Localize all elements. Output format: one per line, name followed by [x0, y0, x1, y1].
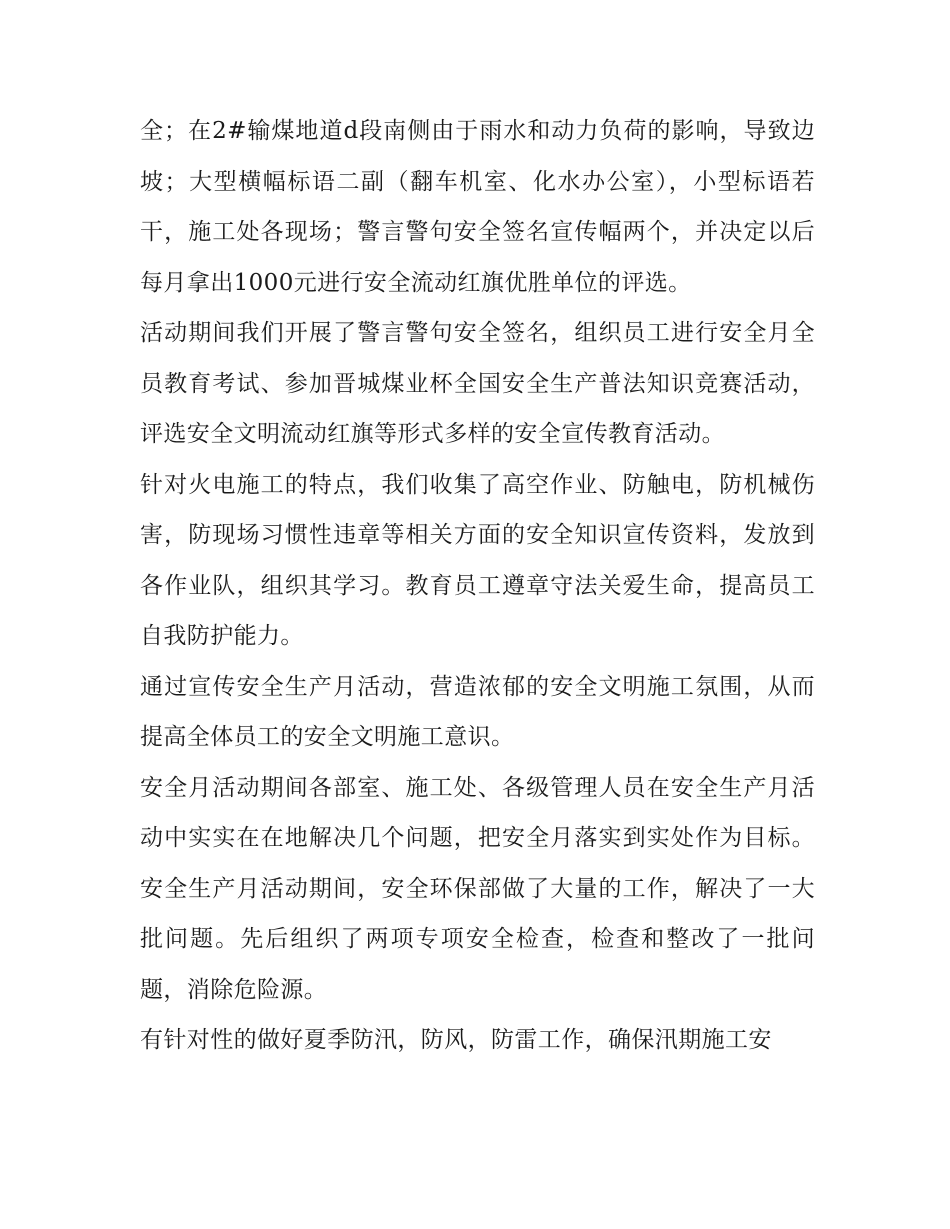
paragraph-6: 有针对性的做好夏季防汛，防风，防雷工作，确保汛期施工安 [140, 1027, 772, 1053]
paragraph-3: 针对火电施工的特点，我们收集了高空作业、防触电，防机械伤害，防现场习惯性违章等相关方面的安全知识宣传资料，发放到各作业队，组织其学习。教育员工遵章守法关爱生命，提高员工自我防护能力。 [140, 471, 815, 649]
paragraph-4: 通过宣传安全生产月活动，营造浓郁的安全文明施工氛围，从而提高全体员工的安全文明施工意识。 [140, 673, 815, 750]
paragraph-2: 活动期间我们开展了警言警句安全签名，组织员工进行安全月全员教育考试、参加晋城煤业杯全国安全生产普法知识竞赛活动，评选安全文明流动红旗等形式多样的安全宣传教育活动。 [140, 320, 815, 447]
paragraph-1: 全；在2#输煤地道d段南侧由于雨水和动力负荷的影响，导致边坡；大型横幅标语二副（翻车机室、化水办公室），小型标语若干，施工处各现场；警言警句安全签名宣传幅两个，并决定以后每月拿出1000元进行安全流动红旗优胜单位的评选。 [140, 118, 815, 296]
document-body [140, 106, 815, 1066]
paragraph-5: 安全月活动期间各部室、施工处、各级管理人员在安全生产月活动中实实在在地解决几个问题，把安全月落实到实处作为目标。安全生产月活动期间，安全环保部做了大量的工作，解决了一大批问题。先后组织了两项专项安全检查，检查和整改了一批问题，消除危险源。 [140, 774, 815, 1003]
